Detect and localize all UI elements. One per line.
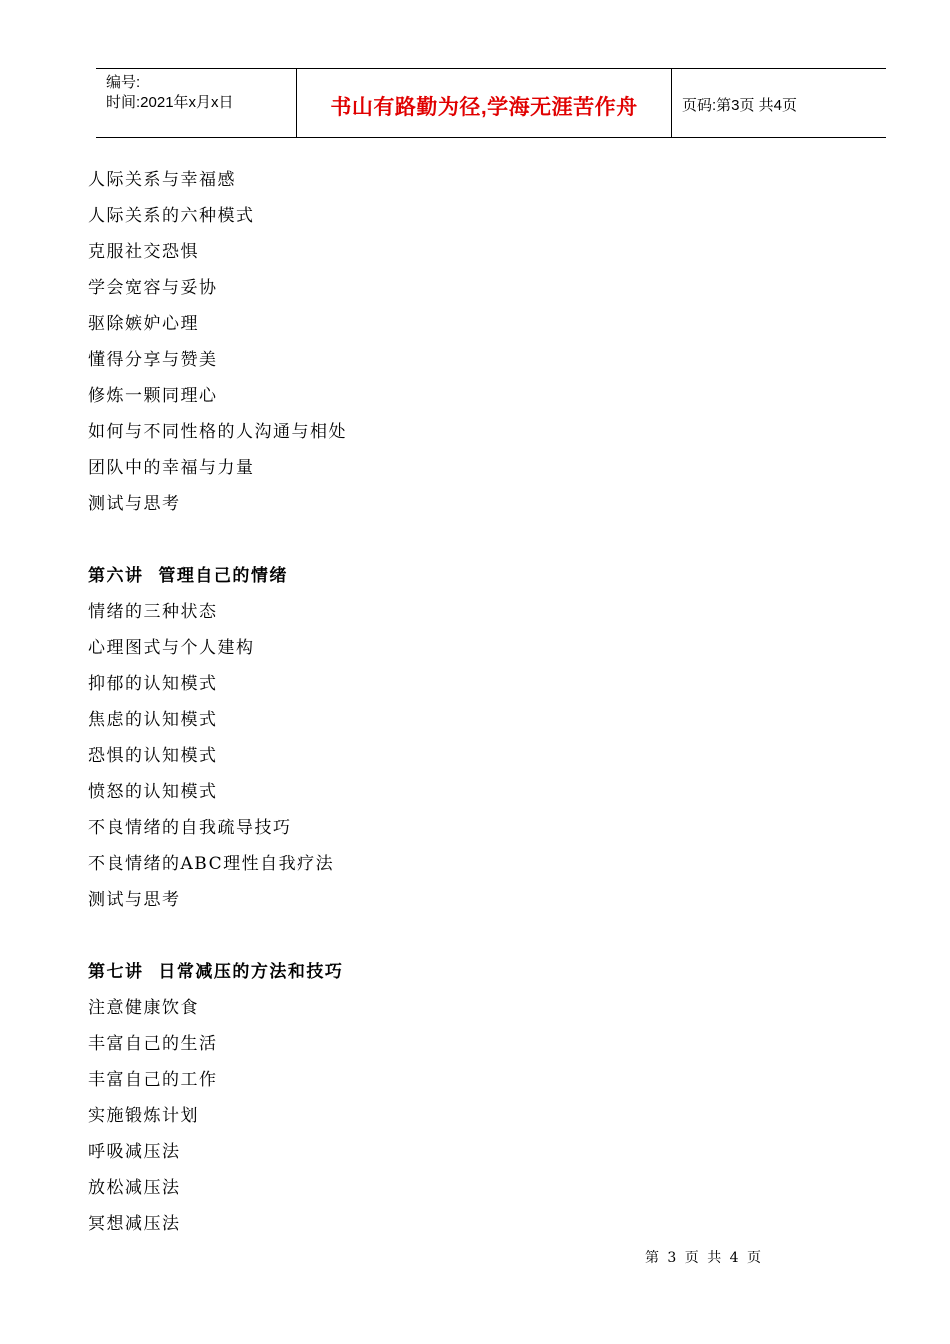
list-item: 修炼一颗同理心 xyxy=(88,386,218,406)
motto-text: 书山有路勤为径,学海无涯苦作舟 xyxy=(330,96,638,119)
number-label: 编号: xyxy=(106,74,141,91)
list-item: 冥想减压法 xyxy=(88,1214,181,1234)
list-item: 丰富自己的生活 xyxy=(88,1034,218,1054)
document-body xyxy=(88,162,868,1242)
list-item: 人际关系的六种模式 xyxy=(88,206,255,226)
list-item: 克服社交恐惧 xyxy=(88,242,199,262)
list-item: 丰富自己的工作 xyxy=(88,1070,218,1090)
list-item: 驱除嫉妒心理 xyxy=(88,314,199,334)
page-footer-number: 第 3 页 共 4 页 xyxy=(644,1250,764,1266)
list-item: 团队中的幸福与力量 xyxy=(88,458,255,478)
list-item: 测试与思考 xyxy=(88,494,181,514)
time-label: 时间:2021年x月x日 xyxy=(106,94,234,111)
list-item: 学会宽容与妥协 xyxy=(88,278,218,298)
list-item: 情绪的三种状态 xyxy=(88,602,218,622)
list-item: 焦虑的认知模式 xyxy=(88,710,218,730)
list-item: 愤怒的认知模式 xyxy=(88,782,218,802)
section-lecture-7 xyxy=(88,954,868,1242)
header-page-cell xyxy=(672,69,886,137)
list-item: 不良情绪的ABC理性自我疗法 xyxy=(88,854,335,874)
list-item: 人际关系与幸福感 xyxy=(88,170,236,190)
page-header xyxy=(96,68,886,138)
list-item: 不良情绪的自我疏导技巧 xyxy=(88,818,292,838)
list-item: 测试与思考 xyxy=(88,890,181,910)
list-item: 实施锻炼计划 xyxy=(88,1106,199,1126)
section-interpersonal xyxy=(88,162,868,522)
list-item: 注意健康饮食 xyxy=(88,998,199,1018)
list-item: 懂得分享与赞美 xyxy=(88,350,218,370)
section-lecture-6 xyxy=(88,558,868,918)
list-item: 呼吸减压法 xyxy=(88,1142,181,1162)
list-item: 放松减压法 xyxy=(88,1178,181,1198)
list-item: 抑郁的认知模式 xyxy=(88,674,218,694)
lecture-7-heading: 第七讲 日常减压的方法和技巧 xyxy=(88,962,344,982)
header-motto-cell xyxy=(296,69,672,137)
list-item: 心理图式与个人建构 xyxy=(88,638,255,658)
lecture-6-heading: 第六讲 管理自己的情绪 xyxy=(88,566,288,586)
header-meta-cell xyxy=(96,69,296,137)
list-item: 恐惧的认知模式 xyxy=(88,746,218,766)
header-page-number: 页码:第3页 共4页 xyxy=(682,97,798,114)
list-item: 如何与不同性格的人沟通与相处 xyxy=(88,422,347,442)
